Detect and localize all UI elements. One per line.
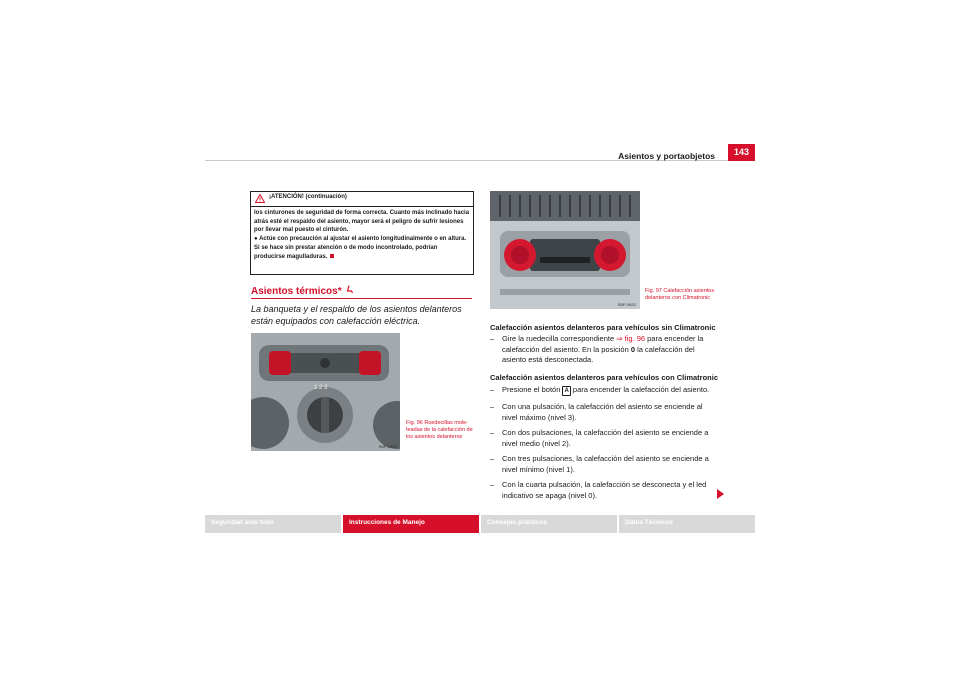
next-page-arrow-icon[interactable] — [717, 489, 724, 499]
dash: – — [490, 480, 495, 489]
bullet-icon: ● — [254, 236, 258, 243]
item-text: para encender la calefacción del asiento. — [570, 385, 710, 394]
warning-header — [251, 192, 473, 207]
section-intro: La banqueta y el respaldo de los asientos delanteros están equipados con calefacción eléctrica. — [251, 304, 462, 326]
item-text: para encender la calefacción del asiento. En la posición — [502, 334, 704, 354]
tab-instrucciones[interactable]: Instrucciones de Manejo — [343, 515, 479, 533]
item-text: Con dos pulsaciones, la calefacción del asiento se enciende a nivel medio (nivel 2). — [502, 428, 709, 448]
heading-without-climatronic: Calefacción asientos delanteros para vehículos sin Climatronic — [490, 323, 716, 332]
item-text: Con la cuarta pulsación, la calefacción se desconecta y el led indicativo se apaga (nivel 0). — [502, 480, 707, 500]
list-item — [490, 454, 718, 475]
list-item — [490, 402, 718, 423]
dash: – — [490, 428, 495, 437]
tab-datos-tecnicos[interactable]: Datos Técnicos — [619, 515, 755, 533]
item-text: Con tres pulsaciones, la calefacción del asiento se enciende a nivel mínimo (nivel 1). — [502, 454, 709, 474]
page-number: 143 — [728, 144, 755, 161]
list-item — [490, 428, 718, 449]
end-marker-icon — [330, 254, 334, 258]
svg-text:1 2 3: 1 2 3 — [314, 385, 328, 391]
dash: – — [490, 402, 495, 411]
dash: – — [490, 385, 495, 394]
warning-body — [254, 209, 470, 261]
figure-96-heater-knobs — [251, 333, 400, 451]
tab-seguridad[interactable]: Seguridad ante todo — [205, 515, 341, 533]
item-text: Gire la ruedecilla correspondiente — [502, 334, 617, 343]
page-header-title: Asientos y portaobjetos — [618, 151, 715, 161]
warning-box — [250, 191, 474, 275]
tab-consejos[interactable]: Consejos prácticos — [481, 515, 617, 533]
section-rule — [251, 298, 472, 299]
figure-reference-link[interactable]: ⇒ fig. 96 — [616, 334, 646, 343]
item-text: la calefacción del asiento está desconectada. — [502, 344, 695, 364]
item-text: Con una pulsación, la calefacción del asiento se enciende al nivel máximo (nivel 3). — [502, 402, 703, 422]
list-item — [490, 385, 718, 396]
warning-bullet: Actúe con precaución al ajustar el asiento longitudinalmente o en altura. Si se hace sin prestar atención o de modo incontrolado, podrían producirse magulladuras. — [254, 236, 467, 260]
seat-icon — [344, 285, 353, 294]
section-title-text: Asientos térmicos* — [251, 286, 342, 297]
warning-title: ¡ATENCIÓN! (continuación) — [269, 194, 347, 200]
position-zero: 0 — [630, 344, 636, 354]
section-title — [251, 285, 353, 297]
heading-with-climatronic: Calefacción asientos delanteros para vehículos con Climatronic — [490, 373, 718, 382]
warning-triangle-icon — [255, 194, 265, 203]
figure-code: B5P-0652 — [618, 302, 636, 307]
button-a-icon: A — [564, 388, 569, 394]
warning-paragraph: los cinturones de seguridad de forma correcta. Cuanto más inclinado hacia atrás esté el respaldo del asiento, mayor será el peligro de sufrir lesiones por llevar mal puesto el cinturón. — [254, 210, 470, 234]
dash: – — [490, 334, 495, 343]
figure-96-caption: Fig. 96 Ruedecillas mole-teadas de la calefacción de los asientos delanteros — [406, 420, 473, 440]
item-text: Presione el botón — [502, 385, 563, 394]
list-item — [490, 334, 718, 366]
figure-97-caption: Fig. 97 Calefacción asientos delanteros con Climatronic — [645, 288, 715, 301]
figure-code: B5P-0486 — [379, 444, 397, 449]
figure-97-climatronic — [490, 191, 640, 309]
list-item — [490, 480, 718, 501]
dash: – — [490, 454, 495, 463]
